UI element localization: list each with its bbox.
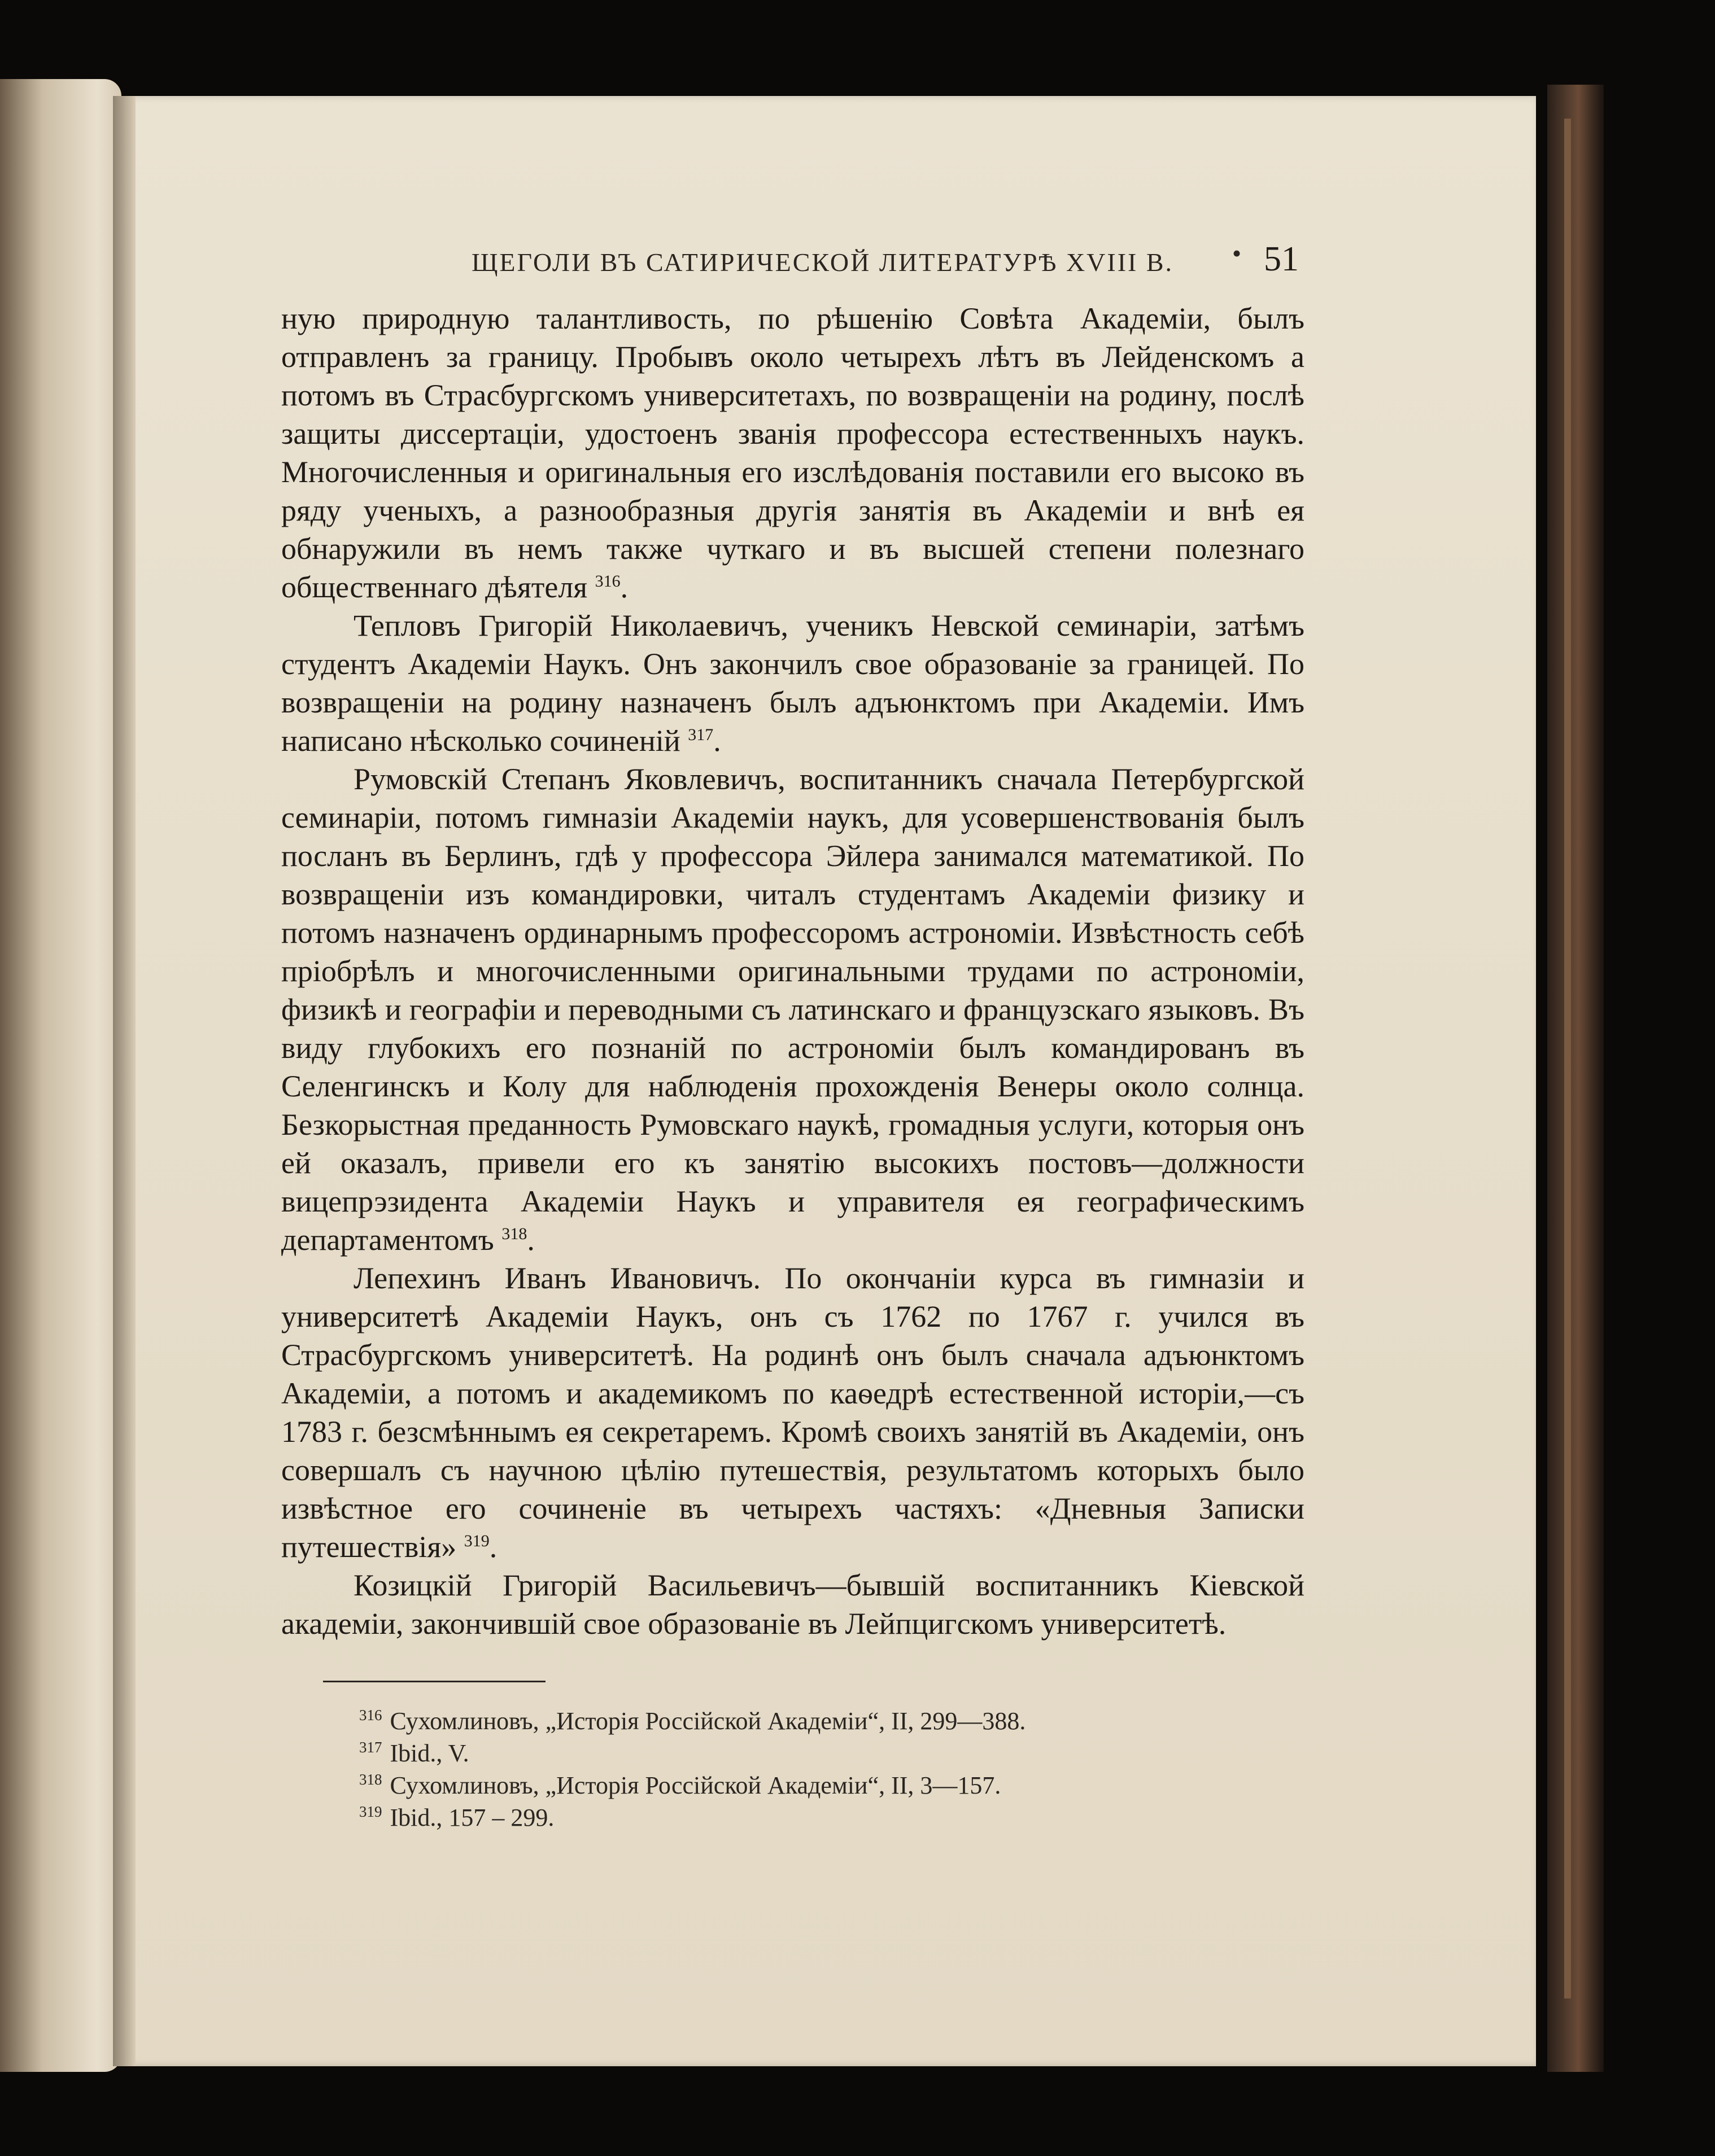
footnote-ref: 318 bbox=[501, 1224, 527, 1243]
footnote-divider bbox=[323, 1681, 546, 1682]
footnote: $^{319}$ Ibid., 157 – 299. bbox=[359, 1803, 555, 1831]
body-text bbox=[281, 299, 1304, 1643]
footnote-ref: 319 bbox=[464, 1532, 490, 1550]
paragraph: Румовскій Степанъ Яковлевичъ, воспитанникъ сначала Петербургской семинаріи, потомъ гимназіи Академіи наукъ, для усовершенствованія былъ посланъ въ Берлинъ, гдѣ у профессора Эйлера занимался математикой. По возвращеніи изъ командировки, читалъ студентамъ Академіи физику и потомъ назначенъ ординарнымъ профессоромъ астрономіи. Извѣстность себѣ пріобрѣлъ и многочисленными оригинальными трудами по астрономіи, физикѣ и географіи и переводными съ латинскаго и французскаго языковъ. Въ виду глубокихъ его познаній по астрономіи былъ командированъ въ Селенгинскъ и Колу для наблюденія прохожденія Венеры около солнца. Безкорыстная преданность Румовскаго наукѣ, громадныя услуги, которыя онъ ей оказалъ, привели его къ занятію высокихъ постовъ—должности вицепрэзидента Академіи Наукъ и управителя ея географическимъ департаментомъ $^{318}$. bbox=[281, 762, 1304, 1257]
page-number: 51 bbox=[1264, 240, 1299, 278]
paragraph: Козицкій Григорій Васильевичъ—бывшій воспитанникъ Кіевской академіи, закончившій свое образованіе въ Лейпцигскомъ университетѣ. bbox=[281, 1568, 1304, 1641]
footnotes bbox=[359, 1705, 1263, 1834]
running-title: ЩЕГОЛИ ВЪ САТИРИЧЕСКОЙ ЛИТЕРАТУРѢ XVIII В. bbox=[472, 248, 1174, 277]
footnote-ref: 317 bbox=[688, 725, 714, 744]
gutter-shadow bbox=[113, 96, 136, 2066]
paragraph: ную природную талантливость, по рѣшенію Совѣта Академіи, былъ отправленъ за границу. Пробывъ около четырехъ лѣтъ въ Лейденскомъ а потомъ въ Страсбургскомъ университетахъ, по возвращеніи на родину, послѣ защиты диссертаціи, удостоенъ званія профессора естественныхъ наукъ. Многочисленныя и оригинальныя его изслѣдованія поставили его высоко въ ряду ученыхъ, а разнообразныя другія занятія въ Академіи и внѣ ея обнаружили въ немъ также чуткаго и въ высшей степени полезнаго общественнаго дѣятеля $^{316}$. bbox=[281, 301, 1304, 604]
right-cover-edge bbox=[1547, 85, 1604, 2072]
cover-stripe bbox=[1564, 119, 1571, 1998]
paragraph: Лепехинъ Иванъ Ивановичъ. По окончаніи курса въ гимназіи и университетѣ Академіи Наукъ, онъ съ 1762 по 1767 г. учился въ Страсбургскомъ университетѣ. На родинѣ онъ былъ сначала адъюнктомъ Академіи, а потомъ и академикомъ по каѳедрѣ естественной исторіи,—съ 1783 г. безсмѣннымъ ея секретаремъ. Кромѣ своихъ занятій въ Академіи, онъ совершалъ съ научною цѣлію путешествія, результатомъ которыхъ было извѣстное его сочиненіе въ четырехъ частяхъ: «Дневныя Записки путешествія» $^{319}$. bbox=[281, 1261, 1304, 1564]
footnote-ref: 316 bbox=[595, 572, 621, 591]
footnote: $^{317}$ Ibid., V. bbox=[359, 1739, 469, 1767]
paragraph: Тепловъ Григорій Николаевичъ, ученикъ Невской семинаріи, затѣмъ студентъ Академіи Наукъ. Онъ закончилъ свое образованіе за границей. По возвращеніи на родину назначенъ былъ адъюнктомъ при Академіи. Имъ написано нѣсколько сочиненій $^{317}$. bbox=[281, 609, 1304, 758]
facing-page bbox=[0, 79, 121, 2072]
footnote: $^{316}$ Сухомлиновъ, „Исторія Россійской Академіи“, II, 299—388. bbox=[359, 1707, 1026, 1735]
printer-mark: • bbox=[1232, 239, 1242, 268]
footnote: $^{318}$ Сухомлиновъ, „Исторія Россійской Академіи“, II, 3—157. bbox=[359, 1771, 1001, 1799]
